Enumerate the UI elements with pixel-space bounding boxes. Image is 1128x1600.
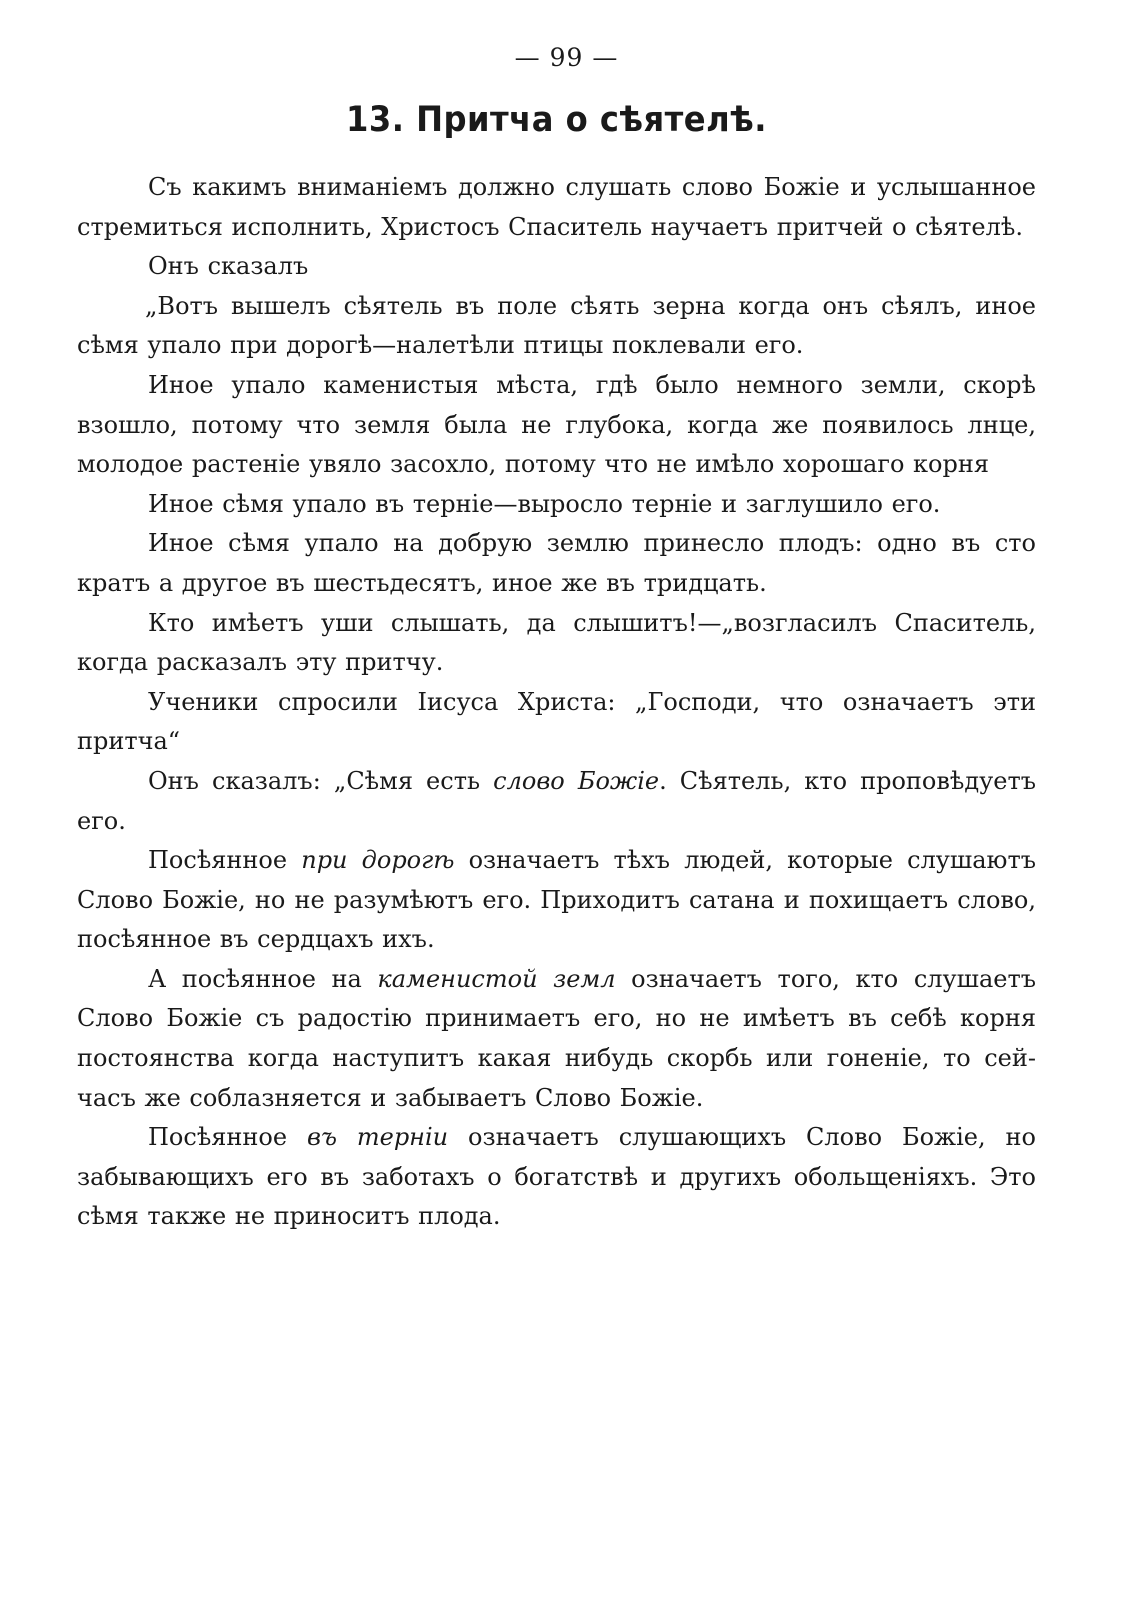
paragraph-ears-to-hear: Кто имѣетъ уши слышать, да слышитъ!—„возгласилъ Спаситель, когда расказалъ эту притчу. [77, 608, 1036, 677]
page-number: — 99 — [514, 43, 619, 72]
paragraph-sower-went-out: „Вотъ вышелъ сѣятель въ поле сѣять зерна когда онъ сѣялъ, иное сѣмя упало при дорогѣ—налетѣли птицы поклевали его. [77, 291, 1036, 360]
text-run: А посѣянное на [148, 964, 378, 993]
italic-phrase: при дорогѣ [301, 846, 455, 875]
paragraph-intro: Съ какимъ вниманіемъ должно слушать слово Божіе и услышанное стремиться исполнить, Христосъ Спаситель научаетъ притчей о сѣятелѣ. [77, 173, 1036, 241]
chapter-title: 13. Притча о сѣятелѣ. [346, 100, 767, 140]
text-run: означаетъ того, кто слушаетъ Слово Божіе съ радостію принимаетъ его, но не имѣетъ въ себѣ корня постоянства когда наступитъ какая нибудь скорбь или гоненіе, то сей-часъ же соблазняется и забываетъ Слово Божіе. [77, 964, 1037, 1112]
italic-phrase: въ терніи [306, 1123, 449, 1152]
italic-phrase: слово Божіе [493, 766, 660, 795]
text-run: Онъ сказалъ: „Сѣмя есть [148, 766, 494, 795]
paragraph-he-said: Онъ сказалъ [148, 252, 309, 281]
chapter-text [77, 168, 1036, 1237]
paragraph-good-ground: Иное сѣмя упало на добрую землю принесло плодъ: одно въ сто кратъ а другое въ шестьдесятъ, иное же въ тридцать. [77, 529, 1036, 597]
text-run: Посѣянное [148, 1123, 307, 1152]
paragraph-by-the-wayside [77, 841, 1036, 960]
paragraph-stony-ground: Иное упало каменистыя мѣста, гдѣ было немного земли, скорѣ взошло, потому что земля была не глубока, когда же появилось лнце, молодое растеніе увяло засохло, потому что не имѣло хорошаго корня [77, 370, 1036, 479]
italic-phrase: каменистой земл [377, 964, 616, 993]
paragraph-thorns: Иное сѣмя упало въ терніе—выросло терніе и заглушило его. [148, 489, 941, 518]
paragraph-thorns-meaning [77, 1118, 1036, 1237]
text-run: . Сѣятель, кто проповѣдуетъ его. [77, 766, 1036, 835]
paragraph-seed-is-word [77, 762, 1036, 841]
text-run: означаетъ тѣхъ людей, которые слушаютъ Слово Божіе, но не разумѣютъ его. Приходитъ сатана и похищаетъ слово, посѣянное въ сердцахъ ихъ. [77, 846, 1036, 954]
text-run: Посѣянное [148, 846, 302, 875]
paragraph-stony-meaning [77, 960, 1036, 1118]
text-run: означаетъ слушающихъ Слово Божіе, но забывающихъ его въ заботахъ о богатствѣ и другихъ обольщеніяхъ. Это сѣмя также не приноситъ плода. [77, 1123, 1036, 1231]
paragraph-disciples-asked: Ученики спросили Іисуса Христа: „Господи, что означаетъ эти притча“ [77, 687, 1036, 756]
